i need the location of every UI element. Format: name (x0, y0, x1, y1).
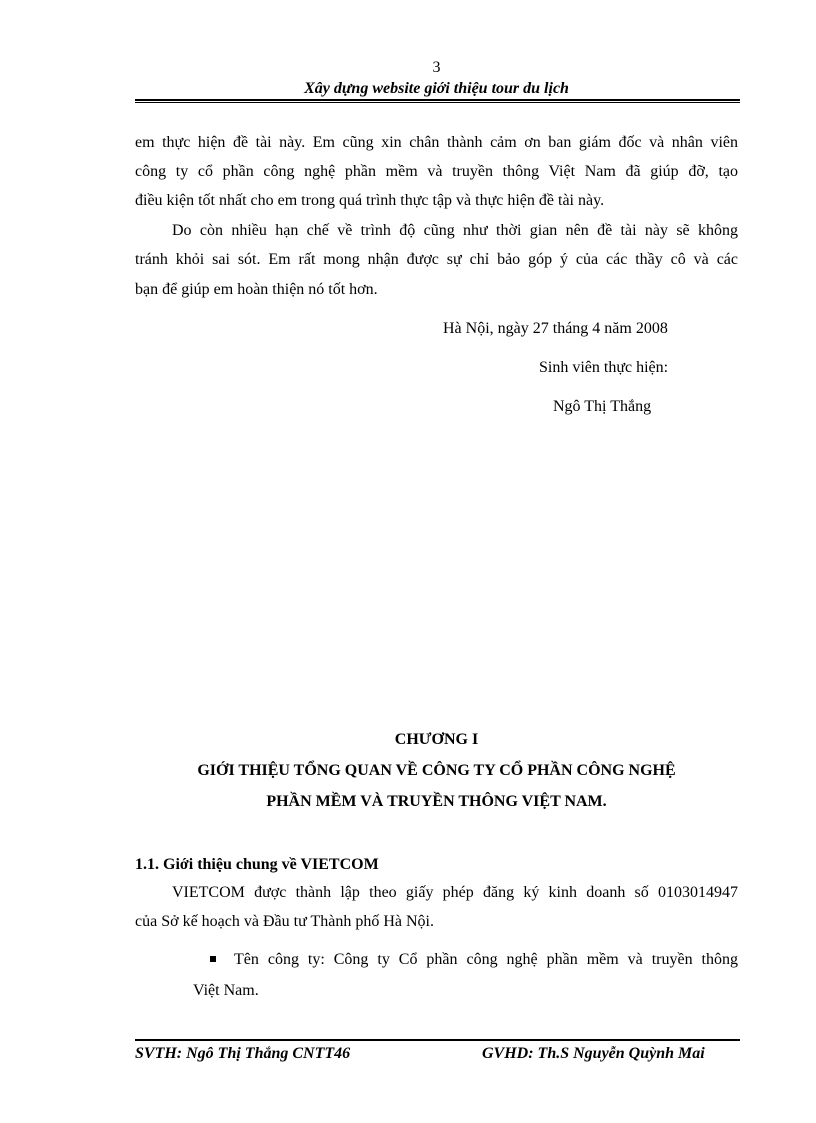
text-line: tránh khỏi sai sót. Em rất mong nhận được sự chỉ bảo góp ý của các thầy cô và các (135, 251, 738, 268)
text-line: bạn để giúp em hoàn thiện nó tốt hơn. (135, 281, 378, 298)
text-line: Tên công ty: Công ty Cổ phần công nghệ phần mềm và truyền thông (234, 951, 738, 968)
header-title: Xây dựng website giới thiệu tour du lịch (304, 80, 569, 97)
chapter-title-line: GIỚI THIỆU TỔNG QUAN VỀ CÔNG TY CỔ PHẦN CÔNG NGHỆ (197, 762, 676, 779)
bullet-icon (210, 956, 216, 962)
text-line: em thực hiện đề tài này. Em cũng xin chân thành cảm ơn ban giám đốc và nhân viên (135, 134, 738, 151)
footer-student: SVTH: Ngô Thị Thắng CNTT46 (135, 1045, 351, 1062)
text-line: Do còn nhiều hạn chế về trình độ cũng như thời gian nên đề tài này sẽ không (172, 222, 738, 239)
text-line: Việt Nam. (193, 982, 259, 999)
footer-advisor: GVHD: Th.S Nguyễn Quỳnh Mai (482, 1045, 705, 1062)
section-heading: 1.1. Giới thiệu chung về VIETCOM (135, 856, 379, 873)
footer-rule (135, 1039, 740, 1041)
text-line: của Sở kế hoạch và Đầu tư Thành phố Hà Nội. (135, 913, 434, 930)
header-rule (135, 99, 740, 103)
chapter-label: CHƯƠNG I (394, 731, 479, 748)
signature-role: Sinh viên thực hiện: (539, 359, 669, 376)
page-number: 3 (432, 59, 441, 76)
chapter-title-line: PHẦN MỀM VÀ TRUYỀN THÔNG VIỆT NAM. (266, 793, 607, 810)
text-line: VIETCOM được thành lập theo giấy phép đăng ký kinh doanh số 0103014947 (172, 884, 738, 901)
signature-name: Ngô Thị Thắng (553, 398, 652, 415)
signature-date: Hà Nội, ngày 27 tháng 4 năm 2008 (443, 320, 668, 337)
text-line: công ty cổ phần công nghệ phần mềm và truyền thông Việt Nam đã giúp đỡ, tạo (135, 163, 738, 180)
text-line: điều kiện tốt nhất cho em trong quá trình thực tập và thực hiện đề tài này. (135, 192, 605, 209)
